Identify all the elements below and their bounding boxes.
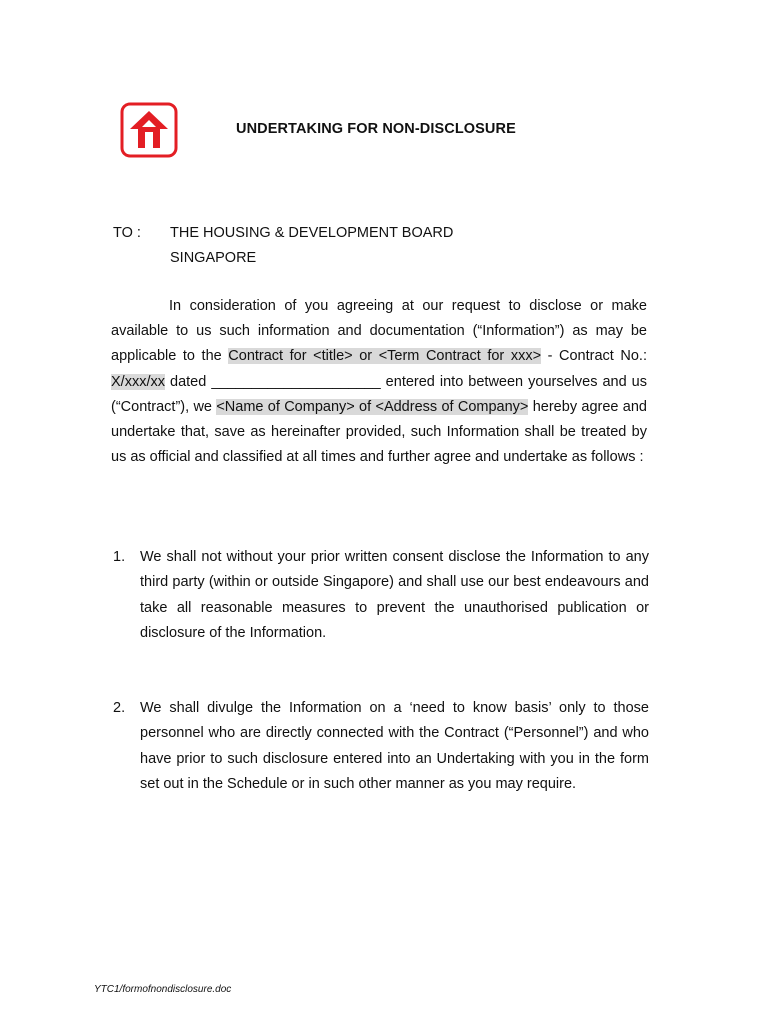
addressee-line-1: THE HOUSING & DEVELOPMENT BOARD xyxy=(170,225,454,241)
clause-2 xyxy=(113,696,649,797)
footer-filename: YTC1/formofnondisclosure.doc xyxy=(94,984,232,995)
intro-text-3: dated _____________________ entered into between yourselves and us (“Contract”), we xyxy=(111,373,647,415)
clause-number: 2. xyxy=(113,700,126,716)
intro-paragraph xyxy=(111,294,647,470)
clause-text: We shall not without your prior written consent disclose the Information to any third party (within or outside Singapore) and shall use our best endeavours and take all reasonable measures to prevent the unauthorised publication or disclosure of the Information. xyxy=(140,549,649,641)
document-title: UNDERTAKING FOR NON-DISCLOSURE xyxy=(236,121,516,137)
addressee-line-2: SINGAPORE xyxy=(170,250,257,266)
intro-text-1: In consideration of you agreeing at our request to disclose or make available to us such information and documentation (“Information”) as may be applicable to the xyxy=(111,298,647,365)
intro-text-4: hereby agree and undertake that, save as hereinafter provided, such Information shall be treated by us as official and classified at all times and further agree and undertake as follows : xyxy=(111,398,647,466)
hdb-house-logo-icon xyxy=(120,102,178,158)
clause-number: 1. xyxy=(113,549,126,565)
clause-1 xyxy=(113,545,649,646)
hdb-logo xyxy=(120,102,178,158)
company-placeholder: <Name of Company> of <Address of Company> xyxy=(216,398,529,415)
addressee-lines xyxy=(170,221,453,271)
contract-title-placeholder: Contract for <title> or <Term Contract for xxx> xyxy=(228,348,542,365)
intro-text-2: - Contract No.: xyxy=(541,348,647,365)
addressee-label: TO : xyxy=(113,225,141,241)
contract-number-placeholder: X/xxx/xx xyxy=(111,373,165,390)
clause-text: We shall divulge the Information on a ‘need to know basis’ only to those personnel who are directly connected with the Contract (“Personnel”) and who have prior to such disclosure entered into an Undertaking with you in the form set out in the Schedule or in such other manner as you may require. xyxy=(140,700,649,792)
